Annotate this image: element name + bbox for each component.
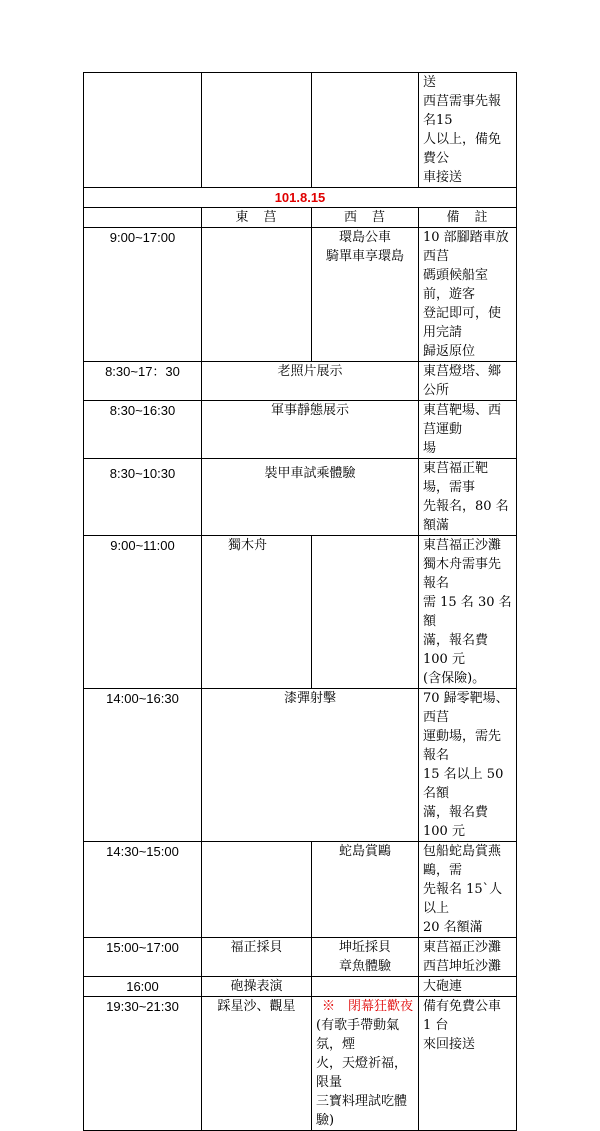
activity-detail: 火，天燈祈福，限量 — [316, 1056, 408, 1090]
cell-note — [419, 842, 517, 938]
cell-activity-span: 漆彈射擊 — [202, 689, 419, 842]
cell-east: 獨木舟 — [202, 536, 312, 689]
cell-note: 東莒燈塔、鄉公所 — [419, 362, 517, 401]
cell-time: 15:00~17:00 — [84, 938, 202, 977]
cell-activity-span: 裝甲車試乘體驗 — [202, 459, 419, 536]
header-west: 西 莒 — [312, 208, 419, 228]
note-line: 滿，報名費 100 元 — [423, 805, 489, 839]
activity-label: 坤坵採貝 — [338, 940, 391, 955]
activity-label: 騎單車享環島 — [325, 249, 404, 264]
table-row — [84, 938, 517, 977]
note-line: 歸返原位 — [423, 344, 476, 359]
note-line: 20 名額滿 — [423, 920, 483, 935]
cell-east — [202, 842, 312, 938]
cell-west — [312, 938, 419, 977]
header-east: 東 莒 — [202, 208, 312, 228]
cell-east: 砲操表演 — [202, 977, 312, 997]
note-line: 西莒坤坵沙灘 — [423, 959, 502, 974]
cell-note — [419, 73, 517, 188]
cell-activity-span: 老照片展示 — [202, 362, 419, 401]
header-row — [84, 208, 517, 228]
note-line: 碼頭候船室前，遊客 — [423, 268, 489, 302]
cell-activity-span: 軍事靜態展示 — [202, 401, 419, 459]
note-line: 場 — [423, 441, 437, 456]
note-line: 東莒福正沙灘 — [423, 538, 502, 553]
cell-note — [419, 689, 517, 842]
cell-note — [419, 997, 517, 1131]
cell-note — [419, 536, 517, 689]
cell-east: 福正採貝 — [202, 938, 312, 977]
cell-time: 9:00~17:00 — [84, 228, 202, 362]
cell-west — [312, 997, 419, 1131]
table-row — [84, 459, 517, 536]
note-line: (含保險)。 — [423, 671, 486, 686]
cell-note: 大砲連 — [419, 977, 517, 997]
table-row — [84, 997, 517, 1131]
cell-time: 14:30~15:00 — [84, 842, 202, 938]
cell-note — [419, 938, 517, 977]
cell-time: 8:30~16:30 — [84, 401, 202, 459]
note-line: 登記即可，使用完請 — [423, 306, 502, 340]
note-line: 運動場，需先報名 — [423, 729, 502, 763]
note-line: 10 部腳踏車放西莒 — [423, 230, 509, 264]
cell-time: 19:30~21:30 — [84, 997, 202, 1131]
note-line: 西莒需事先報名15 — [423, 94, 502, 128]
schedule-table — [83, 72, 517, 1131]
cell-east: 踩星沙、觀星 — [202, 997, 312, 1131]
header-note: 備 註 — [419, 208, 517, 228]
cell-note — [419, 459, 517, 536]
note-line: 來回接送 — [423, 1037, 476, 1052]
note-line: 車接送 — [423, 170, 463, 185]
note-line: 包船蛇島賞燕鷗，需 — [423, 844, 502, 878]
note-line: 東莒福正沙灘 — [423, 940, 502, 955]
activity-detail: (有歌手帶動氣氛，煙 — [316, 1018, 400, 1052]
table-row — [84, 977, 517, 997]
cell-west: 蛇島賞鷗 — [312, 842, 419, 938]
table-row — [84, 401, 517, 459]
note-line: 15 名以上 50 名額 — [423, 767, 504, 801]
activity-label: 章魚體驗 — [338, 959, 391, 974]
date-row — [84, 188, 517, 208]
table-row — [84, 362, 517, 401]
cell-note — [419, 228, 517, 362]
cell-east — [202, 228, 312, 362]
cell-note — [419, 401, 517, 459]
note-line: 獨木舟需事先報名 — [423, 557, 502, 591]
cell-time — [84, 73, 202, 188]
cell-east — [202, 73, 312, 188]
activity-label: 環島公車 — [338, 230, 391, 245]
cell-time: 8:30~10:30 — [84, 459, 202, 536]
cell-time: 9:00~11:00 — [84, 536, 202, 689]
table-row — [84, 842, 517, 938]
note-line: 東莒靶場、西莒運動 — [423, 403, 502, 437]
cell-time: 8:30~17：30 — [84, 362, 202, 401]
continuation-row — [84, 73, 517, 188]
note-line: 東莒福正靶場，需事 — [423, 461, 489, 495]
note-line: 先報名 15`人以上 — [423, 882, 503, 916]
header-time — [84, 208, 202, 228]
note-line: 滿，報名費 100 元 — [423, 633, 489, 667]
closing-party-title: ※ 閉幕狂歡夜 — [322, 999, 414, 1014]
cell-west — [312, 228, 419, 362]
note-line: 送 — [423, 75, 437, 90]
cell-west — [312, 536, 419, 689]
note-line: 先報名，80 名額滿 — [423, 499, 509, 533]
activity-detail: 三寶料理試吃體驗) — [316, 1094, 408, 1128]
cell-time: 16:00 — [84, 977, 202, 997]
note-line: 70 歸零靶場、西莒 — [423, 691, 509, 725]
note-line: 備有免費公車 1 台 — [423, 999, 502, 1033]
date-heading: 101.8.15 — [84, 188, 517, 208]
cell-west — [312, 73, 419, 188]
table-row — [84, 228, 517, 362]
note-line: 需 15 名 30 名額 — [423, 595, 512, 629]
table-row — [84, 689, 517, 842]
note-line: 人以上，備免費公 — [423, 132, 502, 166]
cell-west — [312, 977, 419, 997]
table-row — [84, 536, 517, 689]
cell-time: 14:00~16:30 — [84, 689, 202, 842]
